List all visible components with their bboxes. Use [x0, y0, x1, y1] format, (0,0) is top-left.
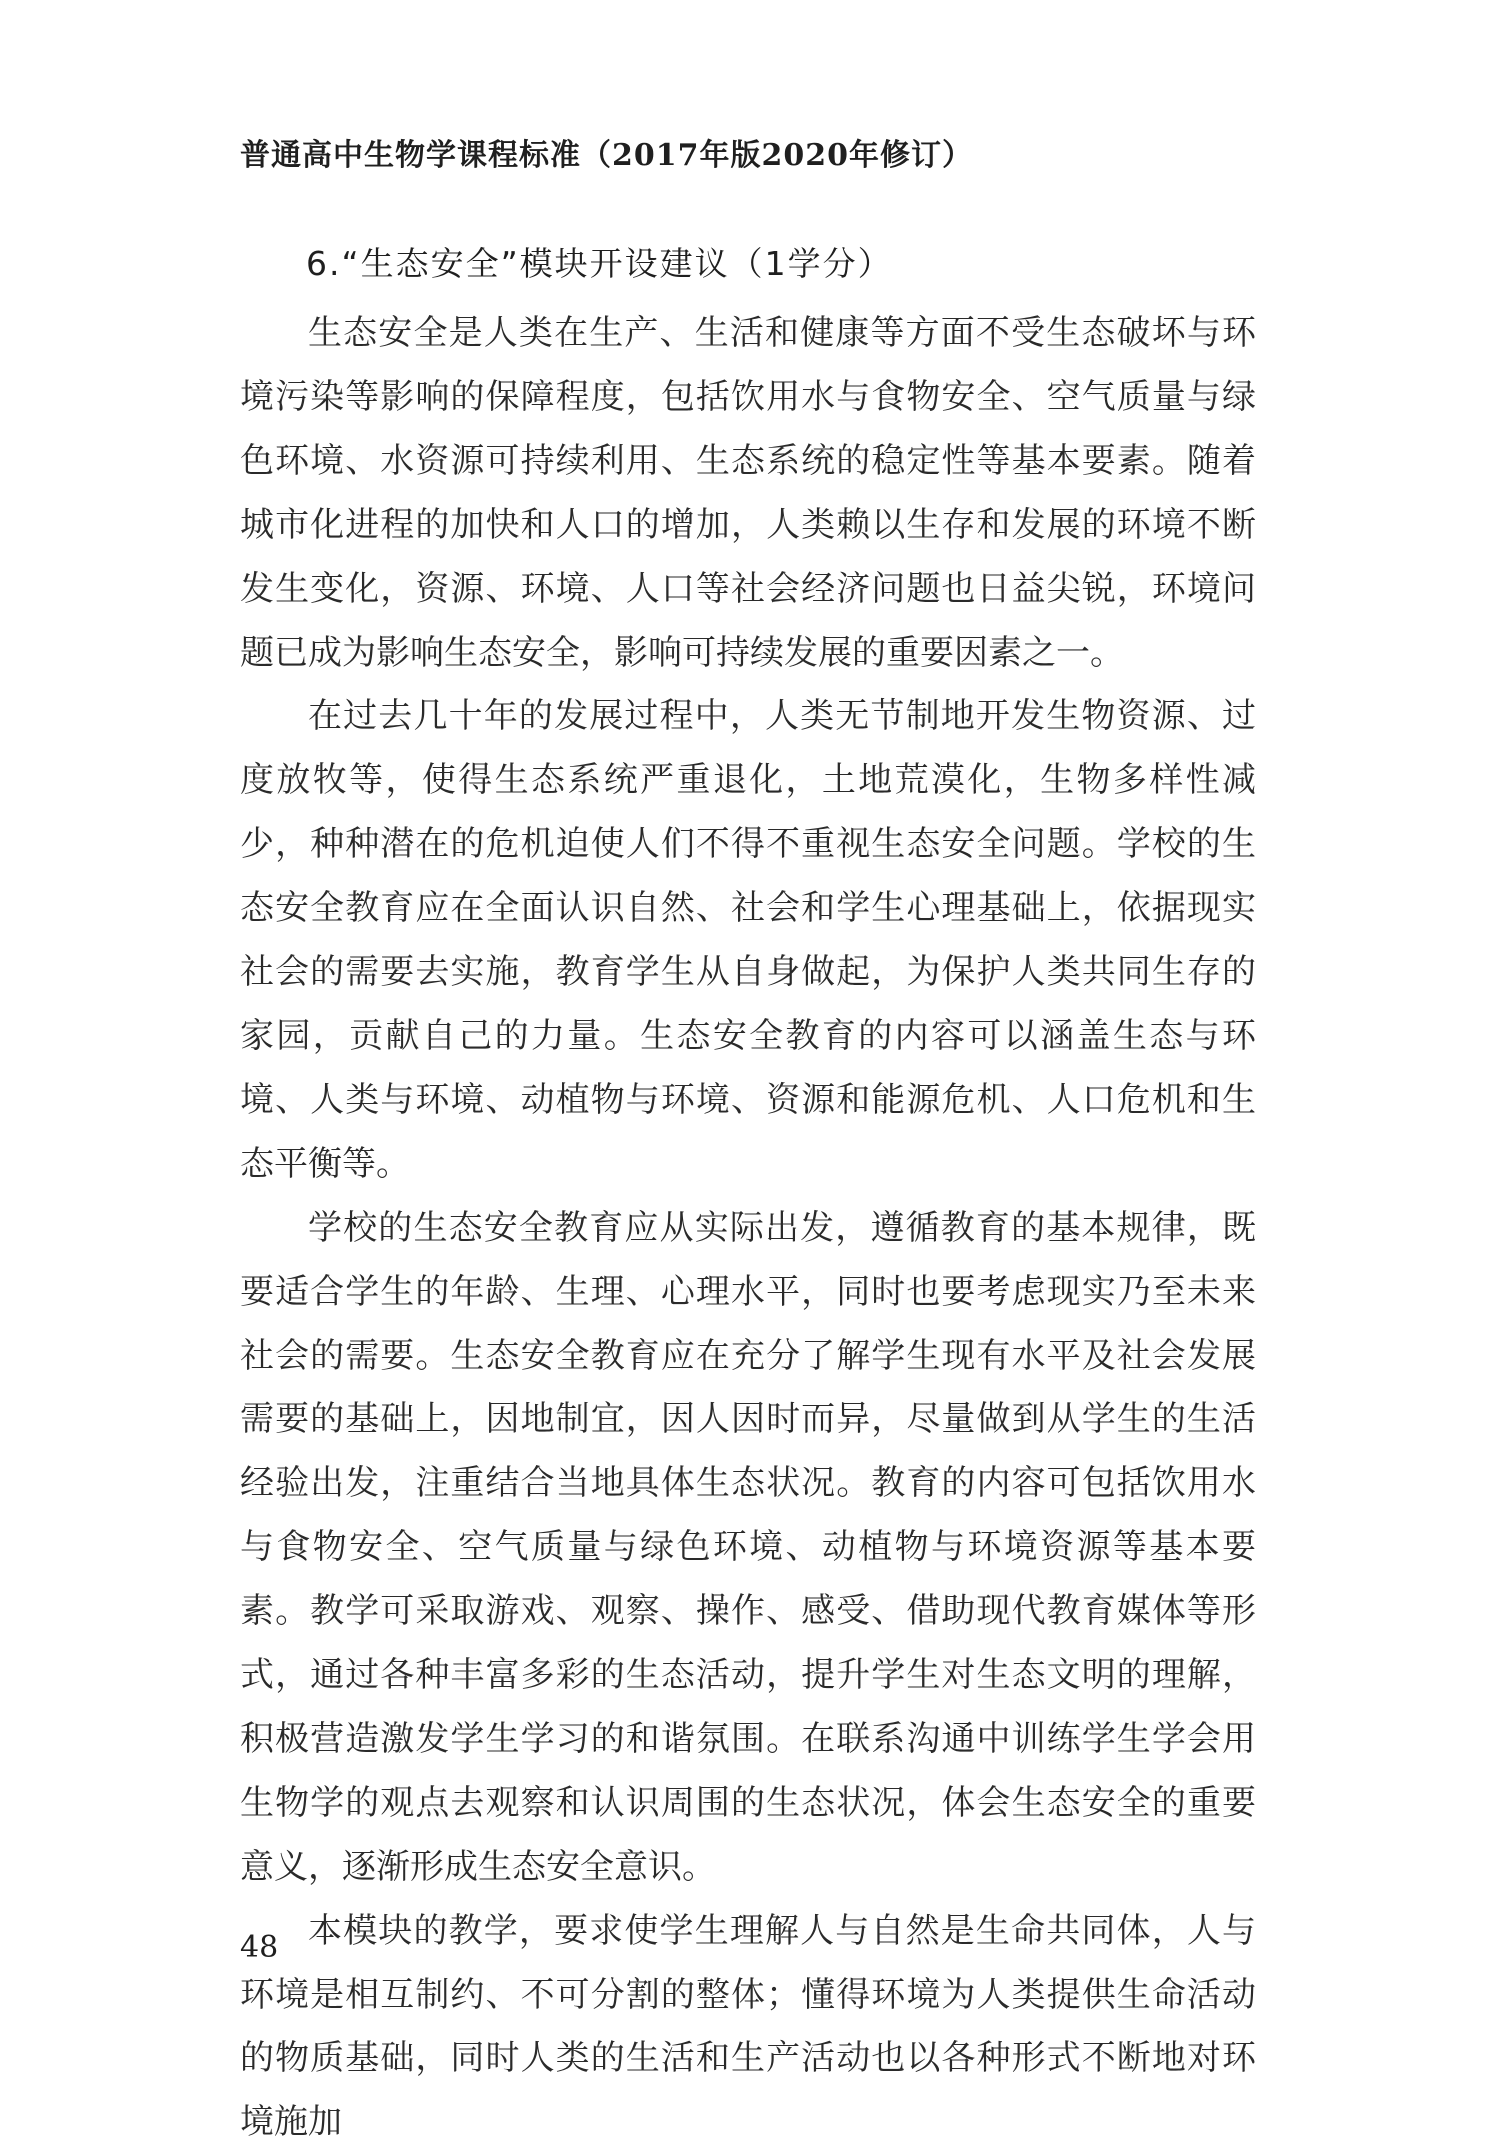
- page-number: 48: [240, 1930, 279, 1965]
- paragraph: 本模块的教学，要求使学生理解人与自然是生命共同体，人与环境是相互制约、不可分割的整体；懂得环境为人类提供生命活动的物质基础，同时人类的生活和生产活动也以各种形式不断地对环境施加: [240, 1910, 1256, 2143]
- body-text: [240, 302, 1256, 2155]
- paragraph: 在过去几十年的发展过程中，人类无节制地开发生物资源、过度放牧等，使得生态系统严重退化，土地荒漠化，生物多样性减少，种种潜在的危机迫使人们不得不重视生态安全问题。学校的生态安全教育应在全面认识自然、社会和学生心理基础上，依据现实社会的需要去实施，教育学生从自身做起，为保护人类共同生存的家园，贡献自己的力量。生态安全教育的内容可以涵盖生态与环境、人类与环境、动植物与环境、资源和能源危机、人口危机和生态平衡等。: [240, 696, 1256, 1184]
- section-heading: 6.“生态安全”模块开设建议（1学分）: [306, 244, 893, 283]
- paragraph: 生态安全是人类在生产、生活和健康等方面不受生态破坏与环境污染等影响的保障程度，包括饮用水与食物安全、空气质量与绿色环境、水资源可持续利用、生态系统的稳定性等基本要素。随着城市化进程的加快和人口的增加，人类赖以生存和发展的环境不断发生变化，资源、环境、人口等社会经济问题也日益尖锐，环境问题已成为影响生态安全，影响可持续发展的重要因素之一。: [240, 313, 1256, 673]
- paragraph: 学校的生态安全教育应从实际出发，遵循教育的基本规律，既要适合学生的年龄、生理、心理水平，同时也要考虑现实乃至未来社会的需要。生态安全教育应在充分了解学生现有水平及社会发展需要的基础上，因地制宜，因人因时而异，尽量做到从学生的生活经验出发，注重结合当地具体生态状况。教育的内容可包括饮用水与食物安全、空气质量与绿色环境、动植物与环境资源等基本要素。教学可采取游戏、观察、操作、感受、借助现代教育媒体等形式，通过各种丰富多彩的生态活动，提升学生对生态文明的理解，积极营造激发学生学习的和谐氛围。在联系沟通中训练学生学会用生物学的观点去观察和认识周围的生态状况，体会生态安全的重要意义，逐渐形成生态安全意识。: [240, 1207, 1256, 1887]
- running-header: 普通高中生物学课程标准（2017年版2020年修订）: [240, 138, 973, 173]
